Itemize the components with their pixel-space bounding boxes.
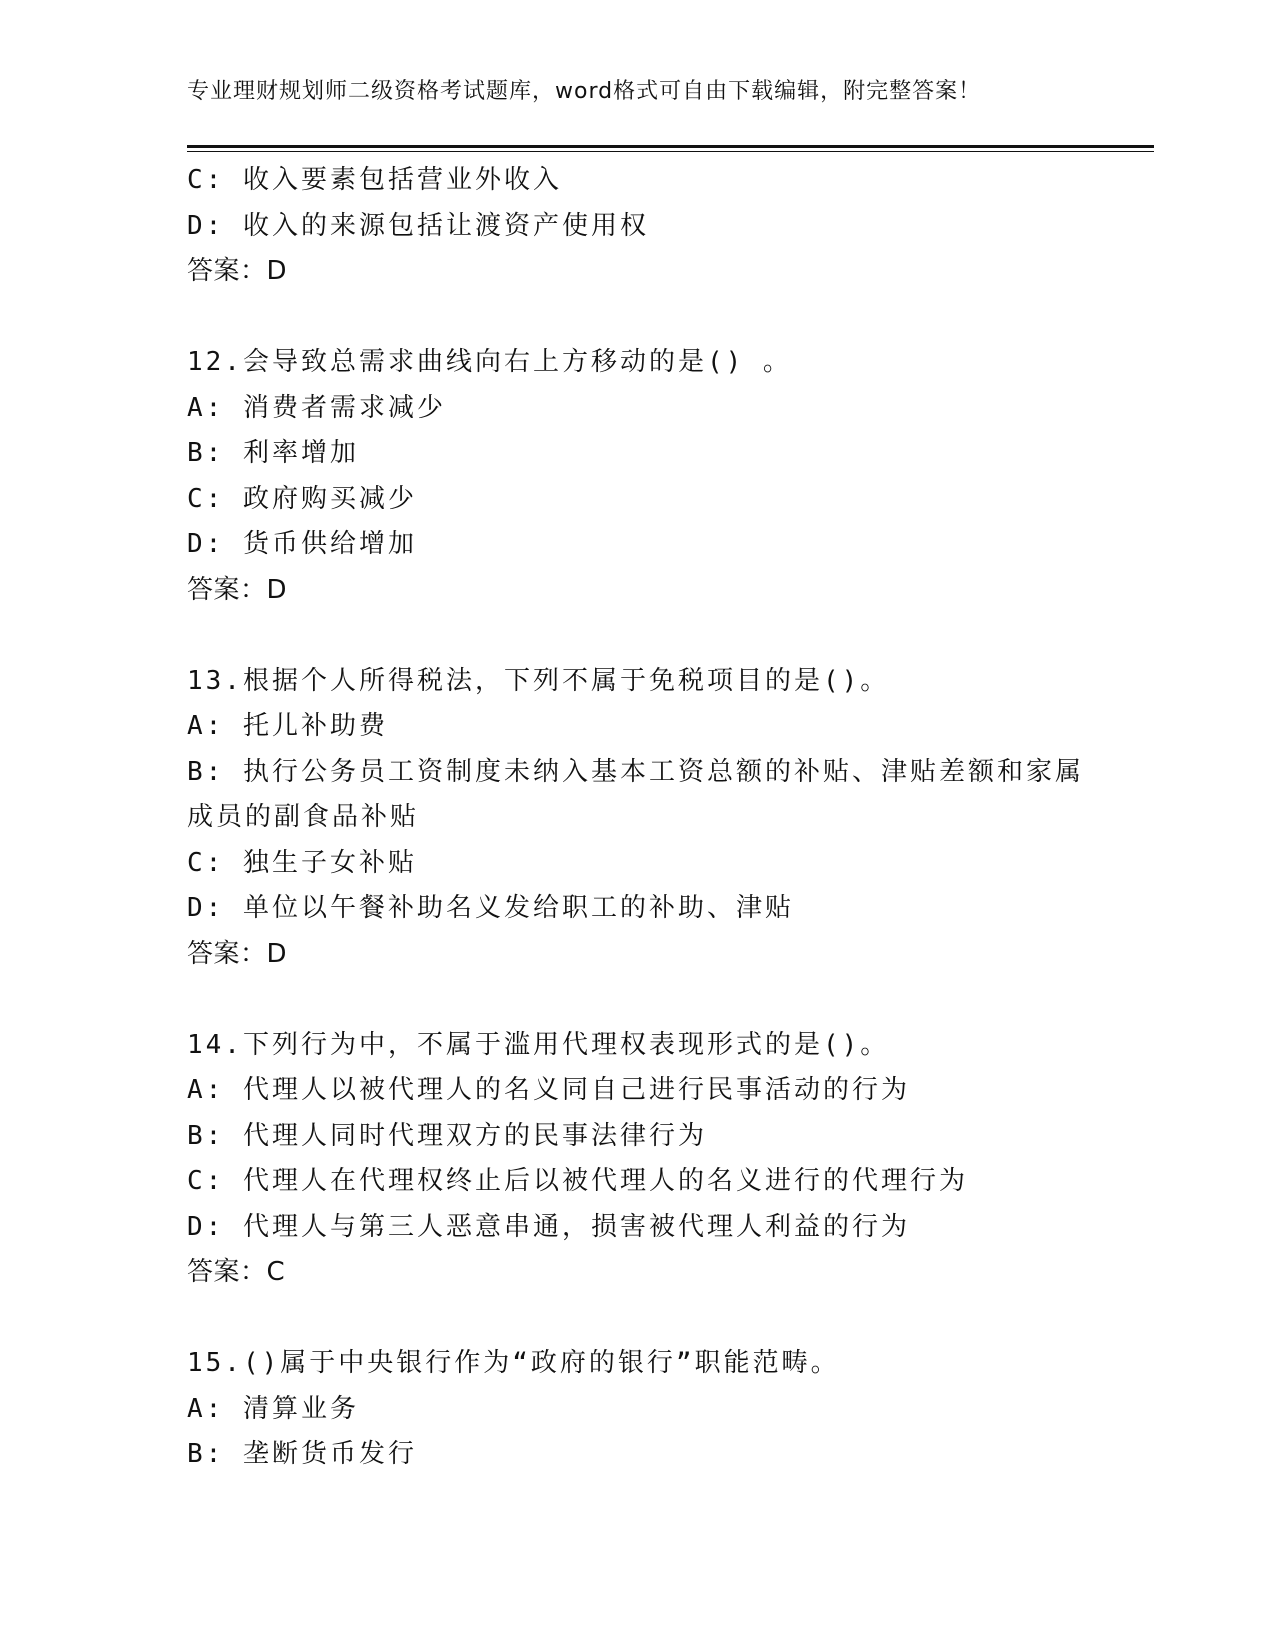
option-line: B: 执行公务员工资制度未纳入基本工资总额的补贴、津贴差额和家属 xyxy=(187,756,1084,787)
option-line: B: 垄断货币发行 xyxy=(187,1439,417,1469)
page-header: 专业理财规划师二级资格考试题库，word格式可自由下载编辑，附完整答案！ xyxy=(187,79,982,104)
option-line: A: 清算业务 xyxy=(187,1393,359,1424)
header-rule-thick xyxy=(187,145,1154,148)
answer-line: 答案：D xyxy=(187,938,288,969)
option-line: C: 代理人在代理权终止后以被代理人的名义进行的代理行为 xyxy=(187,1166,968,1196)
option-line: C: 收入要素包括营业外收入 xyxy=(187,165,562,195)
option-line: B: 利率增加 xyxy=(187,438,359,468)
option-line-continued: 成员的副食品补贴 xyxy=(187,802,420,832)
answer-line: 答案：D xyxy=(187,256,288,286)
question-stem: 13.根据个人所得税法，下列不属于免税项目的是()。 xyxy=(187,665,890,696)
option-line: C: 政府购买减少 xyxy=(187,483,417,514)
option-line: B: 代理人同时代理双方的民事法律行为 xyxy=(187,1120,707,1151)
option-line: A: 代理人以被代理人的名义同自己进行民事活动的行为 xyxy=(187,1075,910,1105)
question-content xyxy=(187,158,1117,1478)
option-line: A: 托儿补助费 xyxy=(187,711,388,741)
question-stem: 15.()属于中央银行作为“政府的银行”职能范畴。 xyxy=(187,1348,840,1378)
option-line: D: 代理人与第三人恶意串通，损害被代理人利益的行为 xyxy=(187,1211,910,1242)
option-line: D: 单位以午餐补助名义发给职工的补助、津贴 xyxy=(187,893,794,923)
question-stem: 12.会导致总需求曲线向右上方移动的是() 。 xyxy=(187,347,792,377)
question-stem: 14.下列行为中，不属于滥用代理权表现形式的是()。 xyxy=(187,1029,890,1060)
option-line: D: 货币供给增加 xyxy=(187,529,417,559)
option-line: A: 消费者需求减少 xyxy=(187,392,446,423)
option-line: D: 收入的来源包括让渡资产使用权 xyxy=(187,210,649,241)
answer-line: 答案：D xyxy=(187,574,288,605)
header-rule-thin xyxy=(187,151,1154,152)
answer-line: 答案：C xyxy=(187,1257,286,1287)
option-line: C: 独生子女补贴 xyxy=(187,847,417,878)
